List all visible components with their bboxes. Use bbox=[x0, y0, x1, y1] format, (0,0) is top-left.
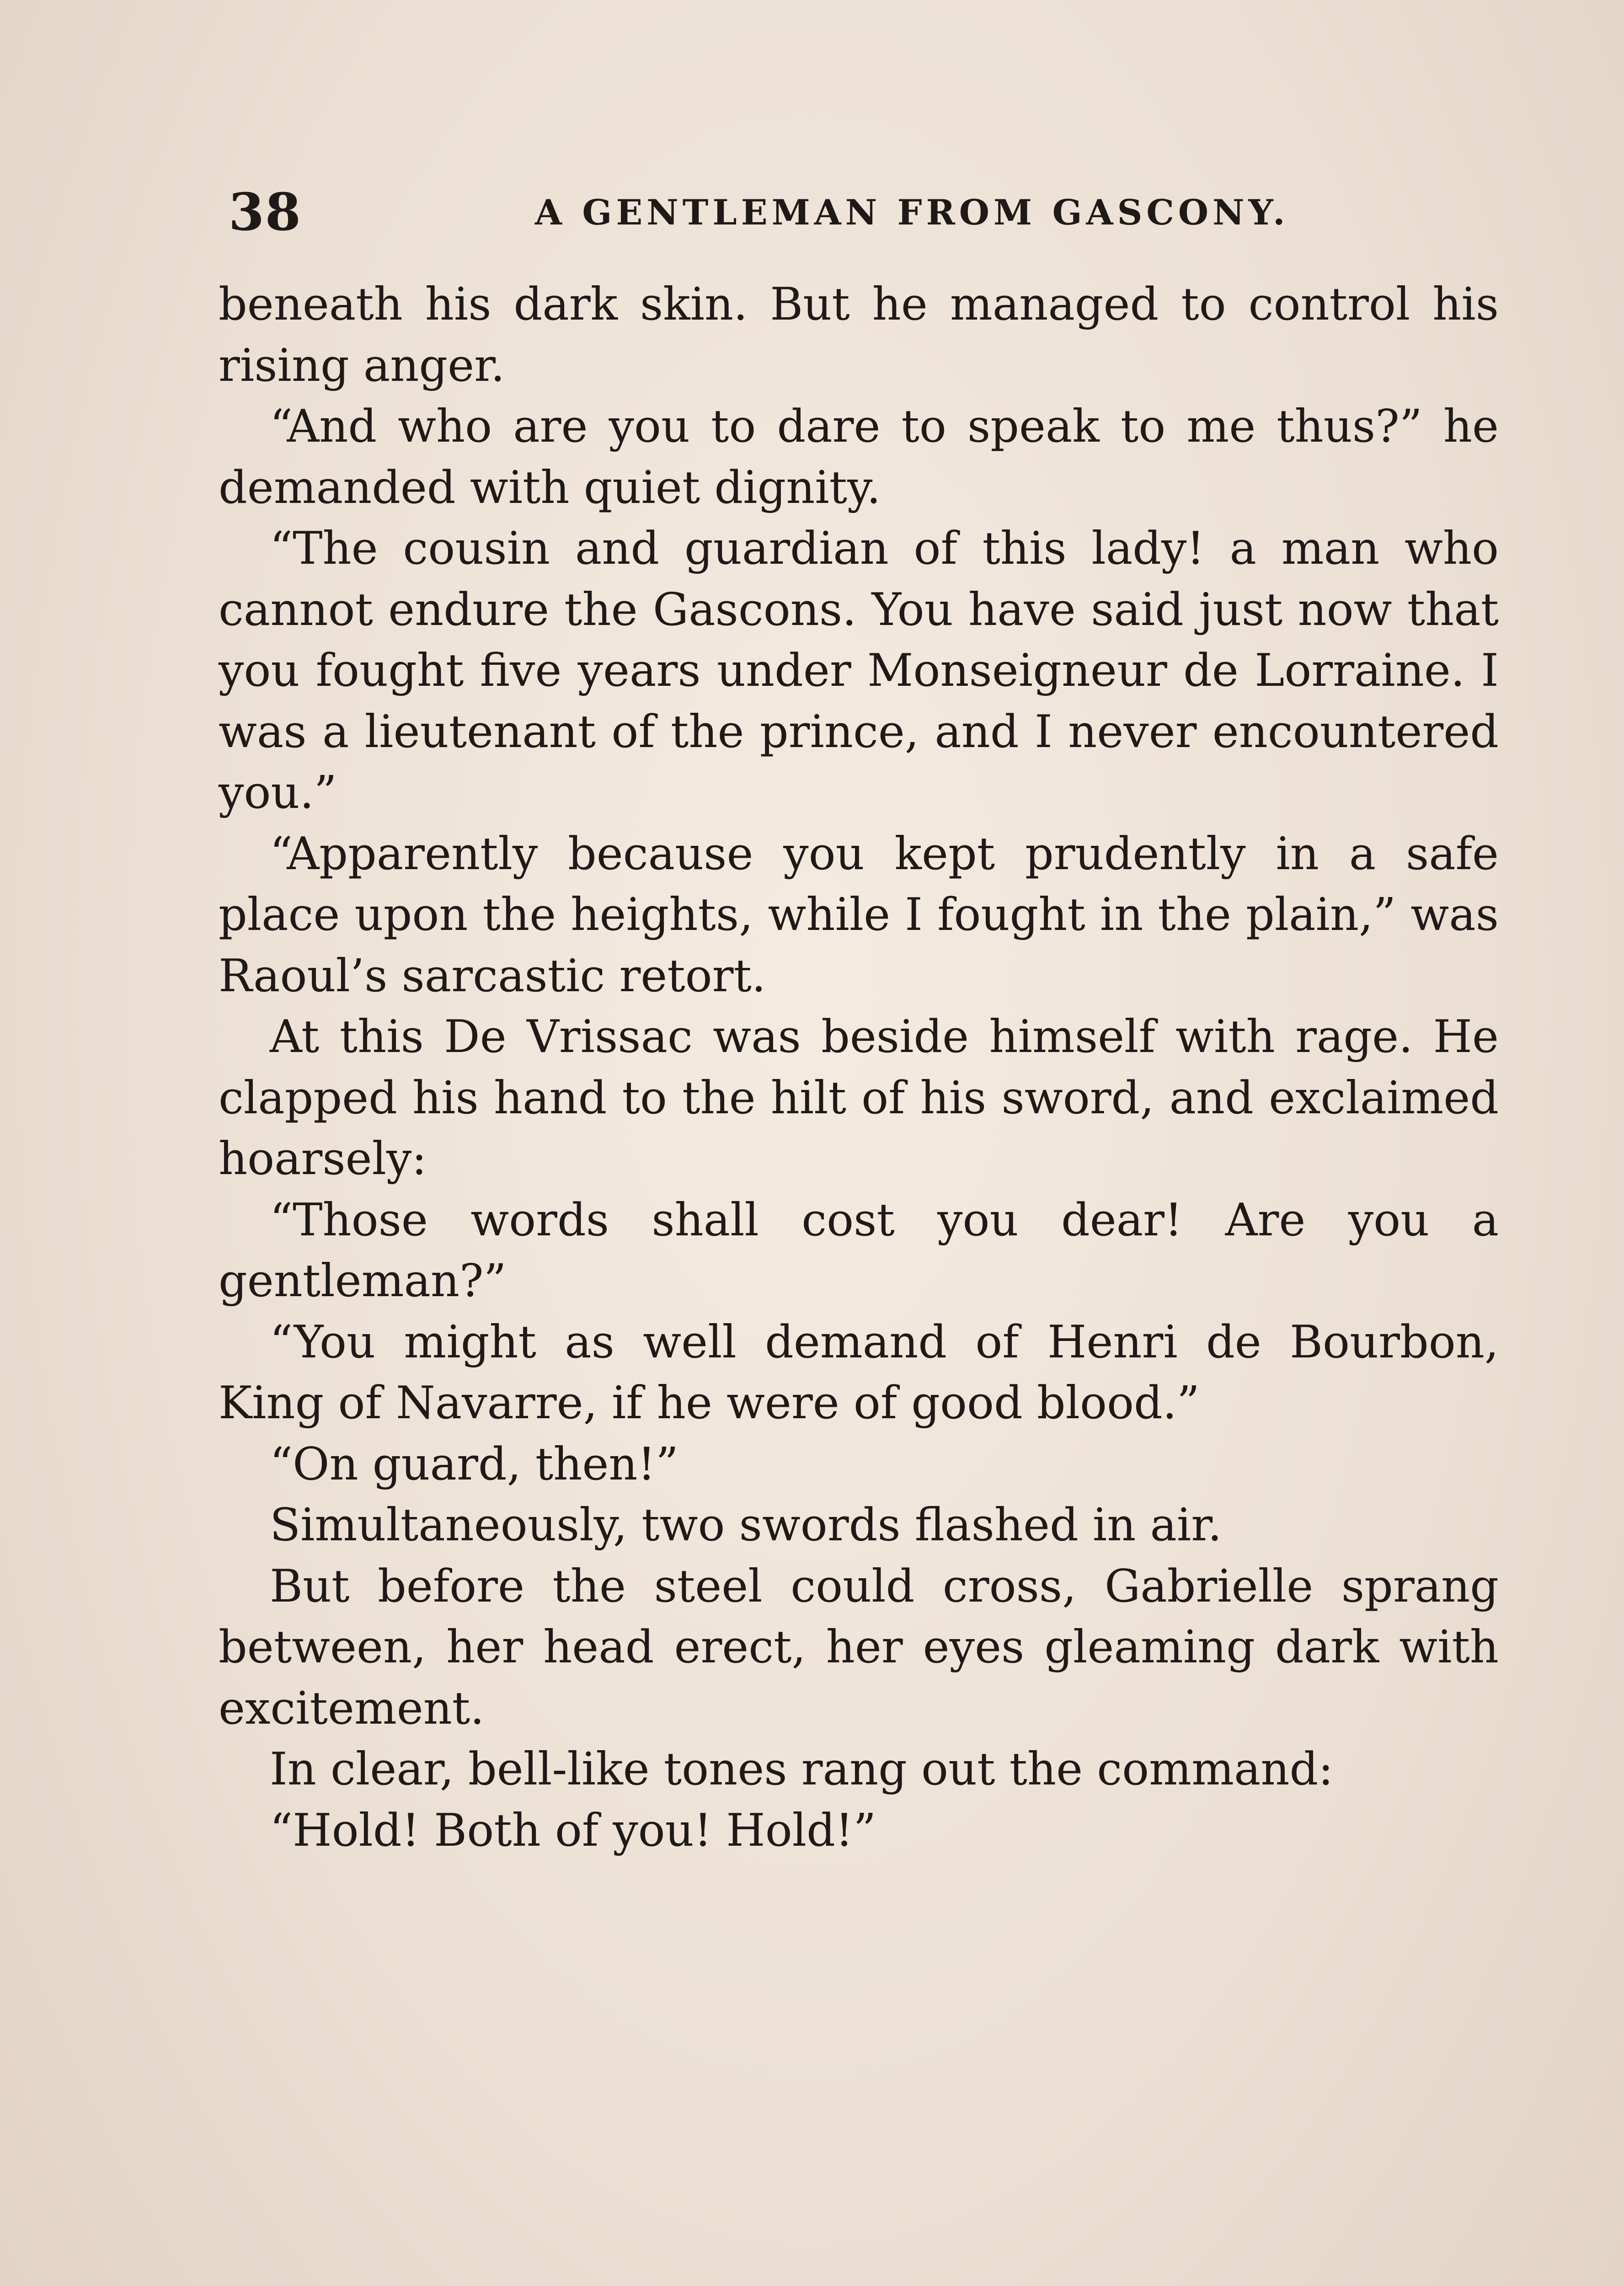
page-header bbox=[224, 176, 1504, 249]
paragraph: “Hold! Both of you! Hold!” bbox=[270, 1804, 876, 1857]
paragraph: “You might as well demand of Henri de Bourbon, King of Navarre, if he were of good blood.” bbox=[219, 1316, 1499, 1429]
paragraph: But before the steel could cross, Gabrielle sprang between, her head erect, her eyes gleaming dark with excitement. bbox=[219, 1560, 1499, 1735]
paragraph: “Those words shall cost you dear! Are you a gentleman?” bbox=[219, 1194, 1499, 1307]
paragraph: “The cousin and guardian of this lady! a man who cannot endure the Gascons. You have said just now that you fought five years under Monseigneur de Lorraine. I was a lieutenant of the prince, and I never encountered you.” bbox=[219, 523, 1499, 819]
paragraph: beneath his dark skin. But he managed to control his rising anger. bbox=[219, 278, 1499, 392]
running-title: A GENTLEMAN FROM GASCONY. bbox=[535, 192, 1289, 233]
paragraph: “Apparently because you kept prudently in a safe place upon the heights, while I fought in the plain,” was Raoul’s sarcastic retort. bbox=[219, 828, 1499, 1002]
paragraph: At this De Vrissac was beside himself with rage. He clapped his hand to the hilt of his sword, and exclaimed hoarsely: bbox=[219, 1011, 1499, 1185]
paragraph: In clear, bell-like tones rang out the command: bbox=[270, 1743, 1334, 1795]
paragraph: “On guard, then!” bbox=[270, 1438, 678, 1490]
paragraph: “And who are you to dare to speak to me thus?” he demanded with quiet dignity. bbox=[219, 401, 1499, 514]
paragraph: Simultaneously, two swords flashed in air. bbox=[270, 1499, 1222, 1551]
page-number: 38 bbox=[229, 182, 302, 242]
body-text bbox=[219, 274, 1499, 1861]
